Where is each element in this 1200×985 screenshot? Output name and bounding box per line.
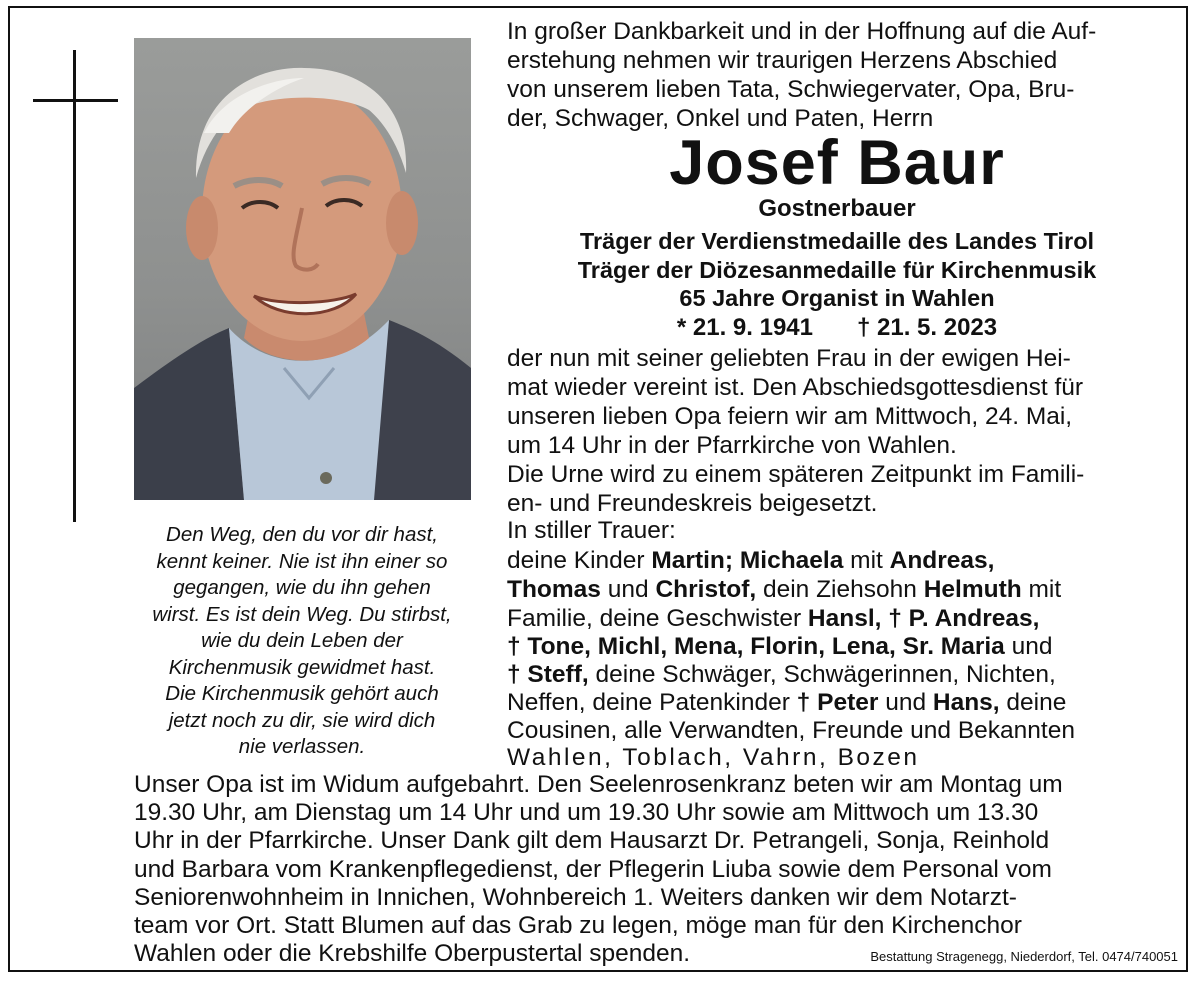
honor-line: Träger der Verdienstmedaille des Landes Tirol xyxy=(579,228,1095,254)
quote-line: gegangen, wie du ihn gehen xyxy=(173,576,431,599)
mourners-line xyxy=(507,575,1061,604)
quote-line: wirst. Es ist dein Weg. Du stirbst, xyxy=(152,602,452,626)
mourner-name: † Peter xyxy=(796,689,879,716)
undertaker-info: Bestattung Stragenegg, Niederdorf, Tel. 0474/740051 xyxy=(870,949,1178,964)
deceased-nickname: Gostnerbauer xyxy=(758,195,916,222)
mourner-name: Thomas xyxy=(507,576,601,603)
mourner-text: deine xyxy=(999,689,1067,716)
mourner-text: mit xyxy=(1021,576,1062,603)
mourners-line xyxy=(507,632,1053,661)
quote-line: Den Weg, den du vor dir hast, xyxy=(166,523,438,546)
portrait-photo xyxy=(134,38,471,500)
closing-line: 19.30 Uhr, am Dienstag um 14 Uhr und um 19.30 Uhr sowie am Mittwoch um 13.30 xyxy=(134,799,1039,826)
quote-line: jetzt noch zu dir, sie wird dich xyxy=(168,708,436,732)
mourner-text: Cousinen, alle Verwandten, Freunde und Bekannten xyxy=(507,717,1075,744)
mourner-text: und xyxy=(878,689,933,716)
intro-line: der, Schwager, Onkel und Paten, Herrn xyxy=(507,105,934,132)
closing-line: Seniorenwohnheim in Innichen, Wohnbereich 1. Weiters danken wir dem Notarzt- xyxy=(134,884,1017,911)
mourner-text: mit xyxy=(843,547,890,574)
death-date: † 21. 5. 2023 xyxy=(857,314,998,341)
body-line: mat wieder vereint ist. Den Abschiedsgottesdienst für xyxy=(507,374,1084,401)
mourners-line xyxy=(507,546,994,575)
mourner-name: Hansl, † P. Andreas, xyxy=(807,605,1040,632)
mourner-text: dein Ziehsohn xyxy=(756,576,924,603)
mourners-line xyxy=(507,688,1066,717)
mourner-name: Martin; Michaela xyxy=(651,547,844,574)
body-line: en- und Freundeskreis beigesetzt. xyxy=(507,490,878,517)
closing-line: und Barbara vom Krankenpflegedienst, der Pflegerin Liuba sowie dem Personal vom xyxy=(134,856,1052,883)
mourner-text: und xyxy=(1004,633,1053,660)
mourner-name: Andreas, xyxy=(889,547,995,574)
body-line: Die Urne wird zu einem späteren Zeitpunkt im Famili- xyxy=(507,461,1085,488)
mourner-text: deine Kinder xyxy=(507,547,652,574)
intro-line: von unserem lieben Tata, Schwiegervater, Opa, Bru- xyxy=(507,76,1075,103)
closing-line: Uhr in der Pfarrkirche. Unser Dank gilt dem Hausarzt Dr. Petrangeli, Sonja, Reinhold xyxy=(134,827,1050,854)
mourner-text: deine Schwäger, Schwägerinnen, Nichten, xyxy=(588,661,1056,688)
quote-line: Die Kirchenmusik gehört auch xyxy=(165,682,439,705)
honor-line: 65 Jahre Organist in Wahlen xyxy=(679,285,995,311)
quote-line: wie du dein Leben der xyxy=(201,629,403,652)
body-line: unseren lieben Opa feiern wir am Mittwoch, 24. Mai, xyxy=(507,403,1073,430)
mourners-line xyxy=(507,660,1056,689)
mourner-name: † Steff, xyxy=(507,661,589,688)
closing-line: Wahlen oder die Krebshilfe Oberpustertal spenden. xyxy=(134,940,691,967)
quote-line: nie verlassen. xyxy=(238,735,366,758)
quote-line: Kirchenmusik gewidmet hast. xyxy=(168,655,436,679)
birth-date: * 21. 9. 1941 xyxy=(676,314,813,341)
memorial-quote xyxy=(128,522,476,761)
mourner-text: Familie, deine Geschwister xyxy=(507,605,808,632)
intro-line: erstehung nehmen wir traurigen Herzens Abschied xyxy=(507,47,1058,74)
places-line: Wahlen, Toblach, Vahrn, Bozen xyxy=(507,744,920,771)
honor-line: Träger der Diözesanmedaille für Kirchenmusik xyxy=(577,257,1097,283)
mourners-line xyxy=(507,604,1039,633)
closing-line: Unser Opa ist im Widum aufgebahrt. Den Seelenrosenkranz beten wir am Montag um xyxy=(134,771,1063,798)
life-dates xyxy=(507,313,1167,343)
body-line: In stiller Trauer: xyxy=(507,517,676,544)
mourner-text: Neffen, deine Patenkinder xyxy=(507,689,797,716)
mourner-text: und xyxy=(600,576,656,603)
mourners-line xyxy=(507,716,1075,745)
deceased-name: Josef Baur xyxy=(669,128,1005,198)
quote-line: kennt keiner. Nie ist ihn einer so xyxy=(156,549,448,573)
mourner-name: † Tone, Michl, Mena, Florin, Lena, Sr. Maria xyxy=(507,633,1005,660)
body-line: der nun mit seiner geliebten Frau in der ewigen Hei- xyxy=(507,345,1071,372)
mourner-name: Helmuth xyxy=(923,576,1022,603)
body-line: um 14 Uhr in der Pfarrkirche von Wahlen. xyxy=(507,432,957,459)
mourner-name: Christof, xyxy=(655,576,757,603)
intro-line: In großer Dankbarkeit und in der Hoffnung auf die Auf- xyxy=(507,18,1097,45)
mourner-name: Hans, xyxy=(932,689,1000,716)
closing-line: team vor Ort. Statt Blumen auf das Grab zu legen, möge man für den Kirchenchor xyxy=(134,912,1022,939)
